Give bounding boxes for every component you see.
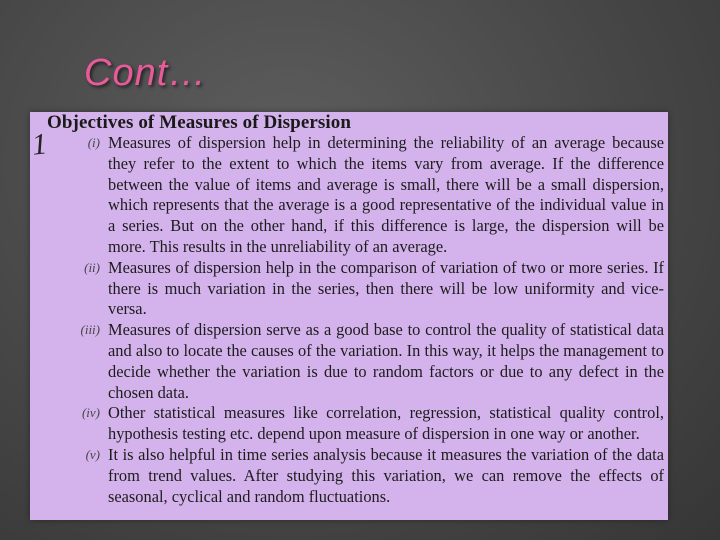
item-text: Measures of dispersion serve as a good base to control the quality of statistical data and also to locate the causes of the variation. In this way, it helps the management to decide whether the variation is due to random factors or due to any defect in the chosen data. xyxy=(108,320,664,402)
list-item xyxy=(30,258,668,320)
list-item xyxy=(30,320,668,403)
item-number: (i) xyxy=(87,135,100,150)
document-heading: Objectives of Measures of Dispersion xyxy=(47,112,352,133)
item-text: Other statistical measures like correlation, regression, statistical quality control, hypothesis testing etc. depend upon measure of dispersion in one way or another. xyxy=(108,403,664,444)
item-text: Measures of dispersion help in the comparison of variation of two or more series. If there is much variation in the series, then there will be low uniformity and vice-versa. xyxy=(108,257,664,319)
item-text: Measures of dispersion help in determining the reliability of an average because they refer to the extent to which the items vary from average. If the difference between the value of items and average is small, there will be a small dispersion, which represents that the average is a good representative of the individual value in a series. But on the other hand, if this difference is large, the dispersion will be more. This results in the unreliability of an average. xyxy=(108,133,664,256)
margin-mark: 1 xyxy=(30,127,49,162)
item-text: It is also helpful in time series analysis because it measures the variation of the data from trend values. After studying this variation, we can remove the effects of seasonal, cyclical and random fluctuations. xyxy=(108,444,664,506)
item-number: (iii) xyxy=(80,322,100,338)
objectives-list xyxy=(30,133,668,507)
item-number: (v) xyxy=(85,446,100,462)
item-number: (iv) xyxy=(81,405,100,421)
list-item xyxy=(30,133,668,258)
scanned-document xyxy=(30,112,668,520)
slide-title: Cont… xyxy=(84,52,208,94)
item-number: (ii) xyxy=(84,259,100,275)
list-item xyxy=(30,403,668,445)
list-item xyxy=(30,445,668,507)
